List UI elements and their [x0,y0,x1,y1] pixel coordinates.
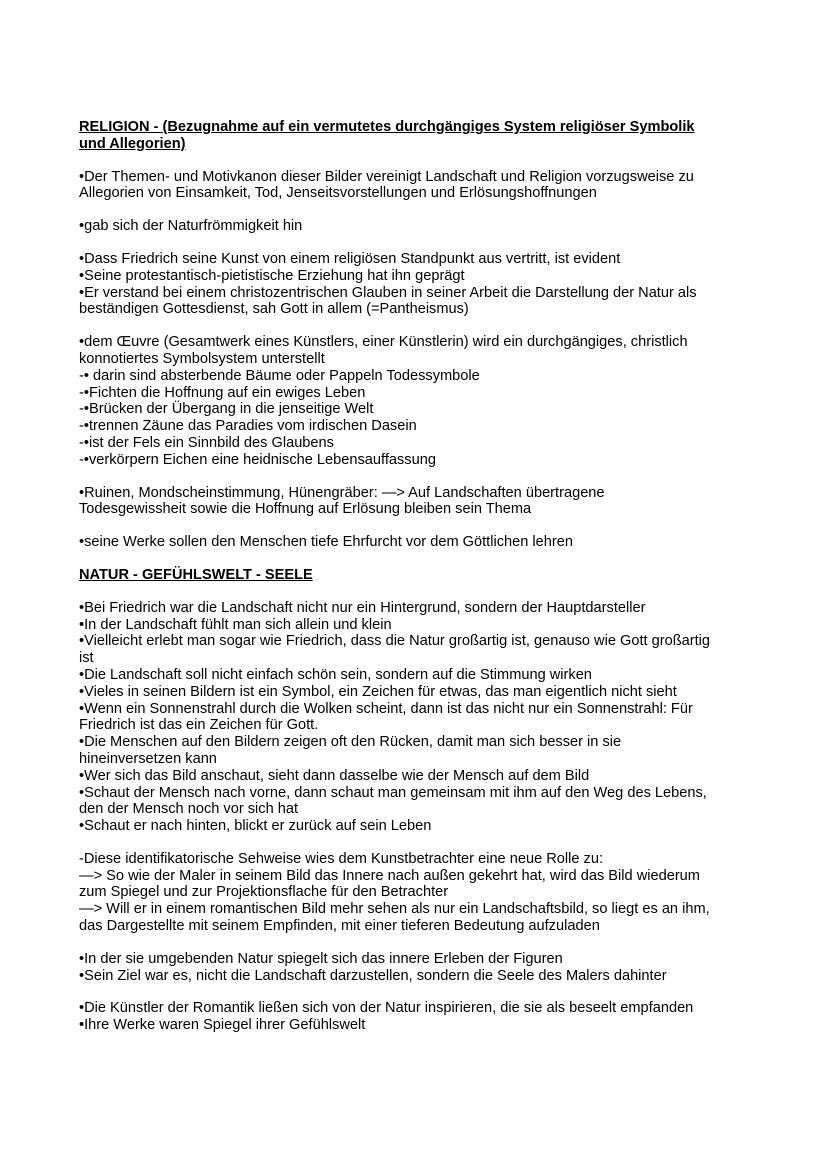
text-line: -Diese identifikatorische Sehweise wies dem Kunstbetrachter eine neue Rolle zu: [79,850,604,867]
heading-line: und Allegorien) [79,135,186,152]
text-line: —> Will er in einem romantischen Bild mehr sehen als nur ein Landschaftsbild, so liegt es an ihm, [79,901,710,918]
religion-paragraph-5 [79,485,747,519]
text-line: Friedrich ist das ein Zeichen für Gott. [79,717,319,734]
natur-paragraph-2 [79,851,747,935]
text-line: konnotiertes Symbolsystem unterstellt [79,350,325,367]
text-line: zum Spiegel und zur Projektionsflache für den Betrachter [79,884,449,901]
religion-paragraph-4 [79,334,747,468]
text-line: •Ihre Werke waren Spiegel ihrer Gefühlswelt [79,1017,366,1034]
text-line: den der Mensch noch vor sich hat [79,801,299,818]
religion-paragraph-3 [79,251,747,318]
natur-paragraph-4 [79,1000,747,1034]
text-line: •Er verstand bei einem christozentrischen Glauben in seiner Arbeit die Darstellung der Natur als [79,284,697,301]
text-line: Todesgewissheit sowie die Hoffnung auf Erlösung bleiben sein Thema [79,501,532,518]
text-line: •Der Themen- und Motivkanon dieser Bilder vereinigt Landschaft und Religion vorzugsweise zu [79,168,694,185]
text-line: •Die Menschen auf den Bildern zeigen oft den Rücken, damit man sich besser in sie [79,734,622,751]
religion-paragraph-2 [79,218,747,235]
natur-paragraph-3 [79,951,747,985]
religion-paragraph-1 [79,169,747,203]
text-line: •Die Künstler der Romantik ließen sich von der Natur inspirieren, die sie als beseelt empfanden [79,1000,694,1017]
text-line: Allegorien von Einsamkeit, Tod, Jenseitsvorstellungen und Erlösungshoffnungen [79,185,597,202]
natur-paragraph-1 [79,600,747,835]
text-line: •Schaut er nach hinten, blickt er zurück auf sein Leben [79,818,432,835]
text-line: •Wer sich das Bild anschaut, sieht dann dasselbe wie der Mensch auf dem Bild [79,767,590,784]
text-line: •seine Werke sollen den Menschen tiefe Ehrfurcht vor dem Göttlichen lehren [79,534,573,551]
text-line: •Seine protestantisch-pietistische Erziehung hat ihn geprägt [79,267,465,284]
text-line: •Bei Friedrich war die Landschaft nicht nur ein Hintergrund, sondern der Hauptdarsteller [79,599,646,616]
text-line: —> So wie der Maler in seinem Bild das Innere nach außen gekehrt hat, wird das Bild wiederum [79,867,700,884]
text-line: •Ruinen, Mondscheinstimmung, Hünengräber: —> Auf Landschaften übertragene [79,484,605,501]
religion-heading [79,119,747,153]
text-line: •In der sie umgebenden Natur spiegelt sich das innere Erleben der Figuren [79,950,563,967]
text-line: •Die Landschaft soll nicht einfach schön sein, sondern auf die Stimmung wirken [79,666,592,683]
text-line: -• darin sind absterbende Bäume oder Pappeln Todessymbole [79,367,480,384]
text-line: das Dargestellte mit seinem Empfinden, mit einer tieferen Bedeutung aufzuladen [79,918,600,935]
text-line: -•Brücken der Übergang in die jenseitige Welt [79,401,374,418]
text-line: •Vieles in seinen Bildern ist ein Symbol, ein Zeichen für etwas, das man eigentlich nicht sieht [79,683,677,700]
document-content [79,119,747,1034]
text-line: •In der Landschaft fühlt man sich allein und klein [79,616,392,633]
text-line: beständigen Gottesdienst, sah Gott in allem (=Pantheismus) [79,301,469,318]
text-line: -•verkörpern Eichen eine heidnische Lebensauffassung [79,451,436,468]
religion-paragraph-6 [79,534,747,551]
heading-line: RELIGION - (Bezugnahme auf ein vermutetes durchgängiges System religiöser Symbolik [79,119,695,135]
text-line: ist [79,650,94,667]
natur-heading [79,567,747,584]
text-line: -•ist der Fels ein Sinnbild des Glaubens [79,434,334,451]
heading-line: NATUR - GEFÜHLSWELT - SEELE [79,566,313,583]
text-line: •Schaut der Mensch nach vorne, dann schaut man gemeinsam mit ihm auf den Weg des Lebens, [79,784,707,801]
text-line: •gab sich der Naturfrömmigkeit hin [79,218,303,235]
text-line: •Wenn ein Sonnenstrahl durch die Wolken scheint, dann ist das nicht nur ein Sonnenstrahl: Für [79,700,693,717]
text-line: •dem Œuvre (Gesamtwerk eines Künstlers, einer Künstlerin) wird ein durchgängiges, christlich [79,334,688,351]
text-line: -•trennen Zäune das Paradies vom irdischen Dasein [79,418,417,435]
text-line: hineinversetzen kann [79,750,217,767]
text-line: •Dass Friedrich seine Kunst von einem religiösen Standpunkt aus vertritt, ist evident [79,250,621,267]
text-line: •Vielleicht erlebt man sogar wie Friedrich, dass die Natur großartig ist, genauso wie Gott großartig [79,633,711,650]
text-line: •Sein Ziel war es, nicht die Landschaft darzustellen, sondern die Seele des Malers dahinter [79,967,667,984]
text-line: -•Fichten die Hoffnung auf ein ewiges Leben [79,384,366,401]
